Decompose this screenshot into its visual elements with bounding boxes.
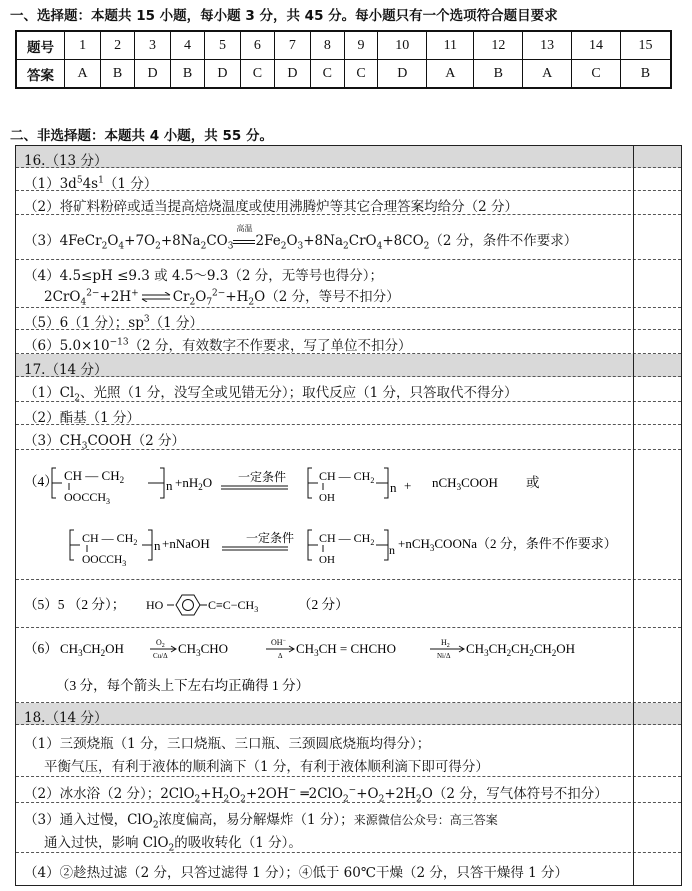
polymer-reaction-equations bbox=[16, 450, 631, 580]
part1-heading: 一、选择题：本题共 15 小题，每小题 3 分，共 45 分。每小题只有一个选项符合题目要求 bbox=[10, 8, 558, 24]
pva-n-2: n bbox=[389, 543, 395, 557]
q17-answer-3 bbox=[16, 425, 681, 450]
question-number: 4 bbox=[171, 31, 205, 60]
pva-repeat-unit: CH — $CH_2$ bbox=[319, 469, 375, 485]
q18-answer-4 bbox=[16, 853, 681, 885]
q16-answer-6 bbox=[16, 330, 681, 354]
condition-1-top: $O_2$ bbox=[156, 638, 165, 649]
q16-answer-3-text: $(3)4FeCr_2O_4+7O_2+8Na_2CO_3$ 高温 $2Fe_2O_3+8Na_2CrO_4+8CO_2(2$ 分，条件不作要求） bbox=[24, 224, 578, 252]
answer-cell: A bbox=[65, 60, 101, 89]
pva-repeat-unit-2: CH — $CH_2$ bbox=[319, 531, 375, 547]
q16-answer-6-text: $(6)5.0\times 10^{-13}(2$ 分，有效数字不作要求，写了单位不扣分） bbox=[24, 337, 412, 354]
question-number: 2 bbox=[101, 31, 135, 60]
q18-answer-4-text: （4）②趁热过滤（2 分，只答过滤得 1 分）；④低于 60℃干燥（2 分，只答干燥得 1 分） bbox=[24, 865, 569, 881]
condition-3-top: $H_2$ bbox=[441, 638, 450, 649]
hydroxyl-group-2: OH bbox=[319, 554, 335, 566]
q17-6-note: （3 分，每个箭头上下左右均正确得 1 分） bbox=[56, 678, 310, 693]
answer-table bbox=[15, 30, 672, 89]
condition-3-bottom: Ni/Δ bbox=[437, 652, 451, 660]
q17-answer-1-text: $(1)Cl_2$、光照（1 分，没写全或见错无分）；取代反应（1 分，只答取代不得分） bbox=[24, 385, 518, 404]
answer-cell: C bbox=[572, 60, 621, 89]
reaction-condition-2: 一定条件 bbox=[246, 531, 295, 545]
q16-answer-1 bbox=[16, 168, 681, 191]
part2-answer-grid bbox=[15, 145, 682, 886]
q17-answer-4 bbox=[16, 450, 681, 580]
q16-answer-2-text: （2）将矿料粉碎或适当提高焙烧温度或使用沸腾炉等其它合理答案均给分（2 分） bbox=[24, 199, 518, 215]
reaction-arrow-icon bbox=[221, 486, 288, 489]
acetate-side-group: $OOCCH_3$ bbox=[64, 490, 111, 506]
question-number: 10 bbox=[378, 31, 427, 60]
q17-answer-2 bbox=[16, 402, 681, 425]
q17-answer-6 bbox=[16, 628, 681, 703]
q17-5-text: （5）5 （2 分）； bbox=[24, 597, 126, 612]
hydroxy-label: HO bbox=[146, 598, 164, 612]
q16-answer-4-line2: 2CrO$_4^{2-}$+2H+ $Cr_2O_7^{2-}+H_2O(2$ 分，等号不扣分） bbox=[44, 288, 400, 308]
q17-answer-5 bbox=[16, 580, 681, 628]
hydroxyl-group: OH bbox=[319, 492, 335, 504]
q17-4-label: （4） bbox=[24, 474, 58, 489]
reaction-condition-1: 一定条件 bbox=[238, 470, 287, 484]
answer-cell: B bbox=[474, 60, 523, 89]
reaction-arrow-icon bbox=[222, 547, 288, 550]
q18-answer-3-line2: 通入过快，影响 ClO$_2$的吸收转化（1 分）。 bbox=[44, 835, 302, 854]
benzene-ring-icon bbox=[176, 595, 200, 615]
q18-answer-1-line1: （1）三颈烧瓶（1 分，三口烧瓶、三口瓶、三颈圆底烧瓶均得分）； bbox=[24, 736, 431, 752]
question-number: 1 bbox=[65, 31, 101, 60]
q16-title: 16.（13 分） bbox=[24, 153, 108, 169]
q18-answer-3-line1: （3）通入过慢，ClO$_2$浓度偏高，易分解爆炸（1 分）；来源微信公众号：高三答案 bbox=[24, 812, 498, 831]
q18-answer-2 bbox=[16, 777, 681, 803]
question-number: 13 bbox=[523, 31, 572, 60]
polymer-repeat-unit: CH — $CH_2$ bbox=[64, 468, 125, 485]
number-row-header: 题号 bbox=[16, 31, 65, 60]
question-number: 14 bbox=[572, 31, 621, 60]
q17-answer-1 bbox=[16, 377, 681, 402]
number-row bbox=[16, 31, 671, 60]
q18-title: 18.（14 分） bbox=[24, 710, 108, 726]
condition-equals: 高温 bbox=[233, 233, 255, 249]
equilibrium-arrow-icon bbox=[141, 290, 171, 306]
source-note: 来源微信公众号：高三答案 bbox=[353, 813, 498, 827]
question-number: 11 bbox=[427, 31, 474, 60]
q16-answer-4 bbox=[16, 260, 681, 308]
q16-answer-5 bbox=[16, 308, 681, 330]
condition-1-bottom: Cu/Δ bbox=[153, 652, 168, 660]
q17-6-label: （6） bbox=[24, 641, 58, 656]
alkyne-phenol-structure bbox=[16, 580, 631, 628]
q17-title: 17.（14 分） bbox=[24, 362, 108, 378]
acetic-acid-product: nCH$_3$COOH bbox=[432, 475, 498, 492]
q17-answer-2-text: （2）酯基（1 分） bbox=[24, 410, 140, 426]
q17-title-row bbox=[16, 354, 681, 377]
q16-title-row bbox=[16, 146, 681, 168]
butanol: $CH_3CH_2CH_2CH_2OH$ bbox=[466, 641, 576, 658]
question-number: 15 bbox=[620, 31, 671, 60]
q16-answer-4-line1: （4）4.5≤pH ≤9.3 或 4.5～9.3（2 分，无等号也得分）； bbox=[24, 268, 384, 284]
answer-cell: D bbox=[134, 60, 170, 89]
answer-cell: D bbox=[274, 60, 310, 89]
question-number: 6 bbox=[241, 31, 275, 60]
answer-cell: D bbox=[204, 60, 240, 89]
acetate-side-group-2: $OOCCH_3$ bbox=[82, 554, 127, 568]
q18-answer-3 bbox=[16, 803, 681, 853]
question-number: 8 bbox=[311, 31, 345, 60]
synthesis-route bbox=[16, 628, 631, 703]
acetaldehyde: $CH_3CHO$ bbox=[178, 641, 229, 658]
water-reagent: $+nH_2O$ bbox=[175, 475, 213, 492]
question-number: 12 bbox=[474, 31, 523, 60]
question-number: 5 bbox=[204, 31, 240, 60]
q18-answer-2-text: （2）冰水浴（2 分）；$2ClO_2+H_2O_2+2OH^-$ $═2ClO_2^-+O_2+2H_2O(2$ 分，写气体符号不扣分） bbox=[24, 785, 608, 805]
answer-cell: D bbox=[378, 60, 427, 89]
question-number: 9 bbox=[344, 31, 378, 60]
q18-title-row bbox=[16, 703, 681, 725]
answer-cell: A bbox=[523, 60, 572, 89]
polymer-repeat-unit-2: CH — $CH_2$ bbox=[82, 531, 138, 547]
q18-answer-1-line2: 平衡气压，有利于液体的顺利滴下（1 分，有利于液体顺利滴下即可得分） bbox=[44, 759, 489, 775]
answer-cell: A bbox=[427, 60, 474, 89]
crotonaldehyde: $CH_3CH$ = CHCHO bbox=[296, 641, 396, 658]
answer-cell: C bbox=[344, 60, 378, 89]
part2-heading: 二、非选择题：本题共 4 小题，共 55 分。 bbox=[10, 128, 273, 144]
ethanol: $CH_3CH_2OH$ bbox=[60, 641, 124, 658]
answer-cell: C bbox=[241, 60, 275, 89]
sodium-acetate-product: +nCH$_3$COONa（2 分，条件不作要求） bbox=[398, 536, 617, 553]
propynyl-chain: $C\equiv C-CH_3$ bbox=[208, 598, 259, 614]
q16-answer-2 bbox=[16, 191, 681, 215]
naoh-reagent: +nNaOH bbox=[162, 536, 210, 551]
answer-cell: C bbox=[311, 60, 345, 89]
condition-2-top: OH− bbox=[271, 638, 286, 647]
score-column-divider bbox=[633, 146, 634, 885]
answer-row bbox=[16, 60, 671, 89]
pva-n: n bbox=[390, 480, 397, 495]
plus-sign: + bbox=[404, 478, 412, 493]
q16-answer-3 bbox=[16, 215, 681, 260]
or-word: 或 bbox=[526, 475, 540, 490]
q16-answer-5-text: （5）6（1 分）；$sp^3(1$ 分） bbox=[24, 314, 204, 331]
answer-cell: B bbox=[101, 60, 135, 89]
polymer-n: n bbox=[166, 478, 173, 493]
condition-2-bottom: Δ bbox=[278, 652, 283, 660]
question-number: 3 bbox=[134, 31, 170, 60]
question-number: 7 bbox=[274, 31, 310, 60]
answer-cell: B bbox=[171, 60, 205, 89]
answer-row-header: 答案 bbox=[16, 60, 65, 89]
q18-answer-1 bbox=[16, 725, 681, 777]
polymer-n-2: n bbox=[154, 538, 161, 553]
answer-cell: B bbox=[620, 60, 671, 89]
q17-5-score: （2 分） bbox=[298, 597, 349, 612]
q16-answer-1-text: $(1)3d^54s^1(1$ 分） bbox=[24, 175, 158, 192]
q17-answer-3-text: $(3)CH_3COOH(2$ 分） bbox=[24, 433, 186, 452]
